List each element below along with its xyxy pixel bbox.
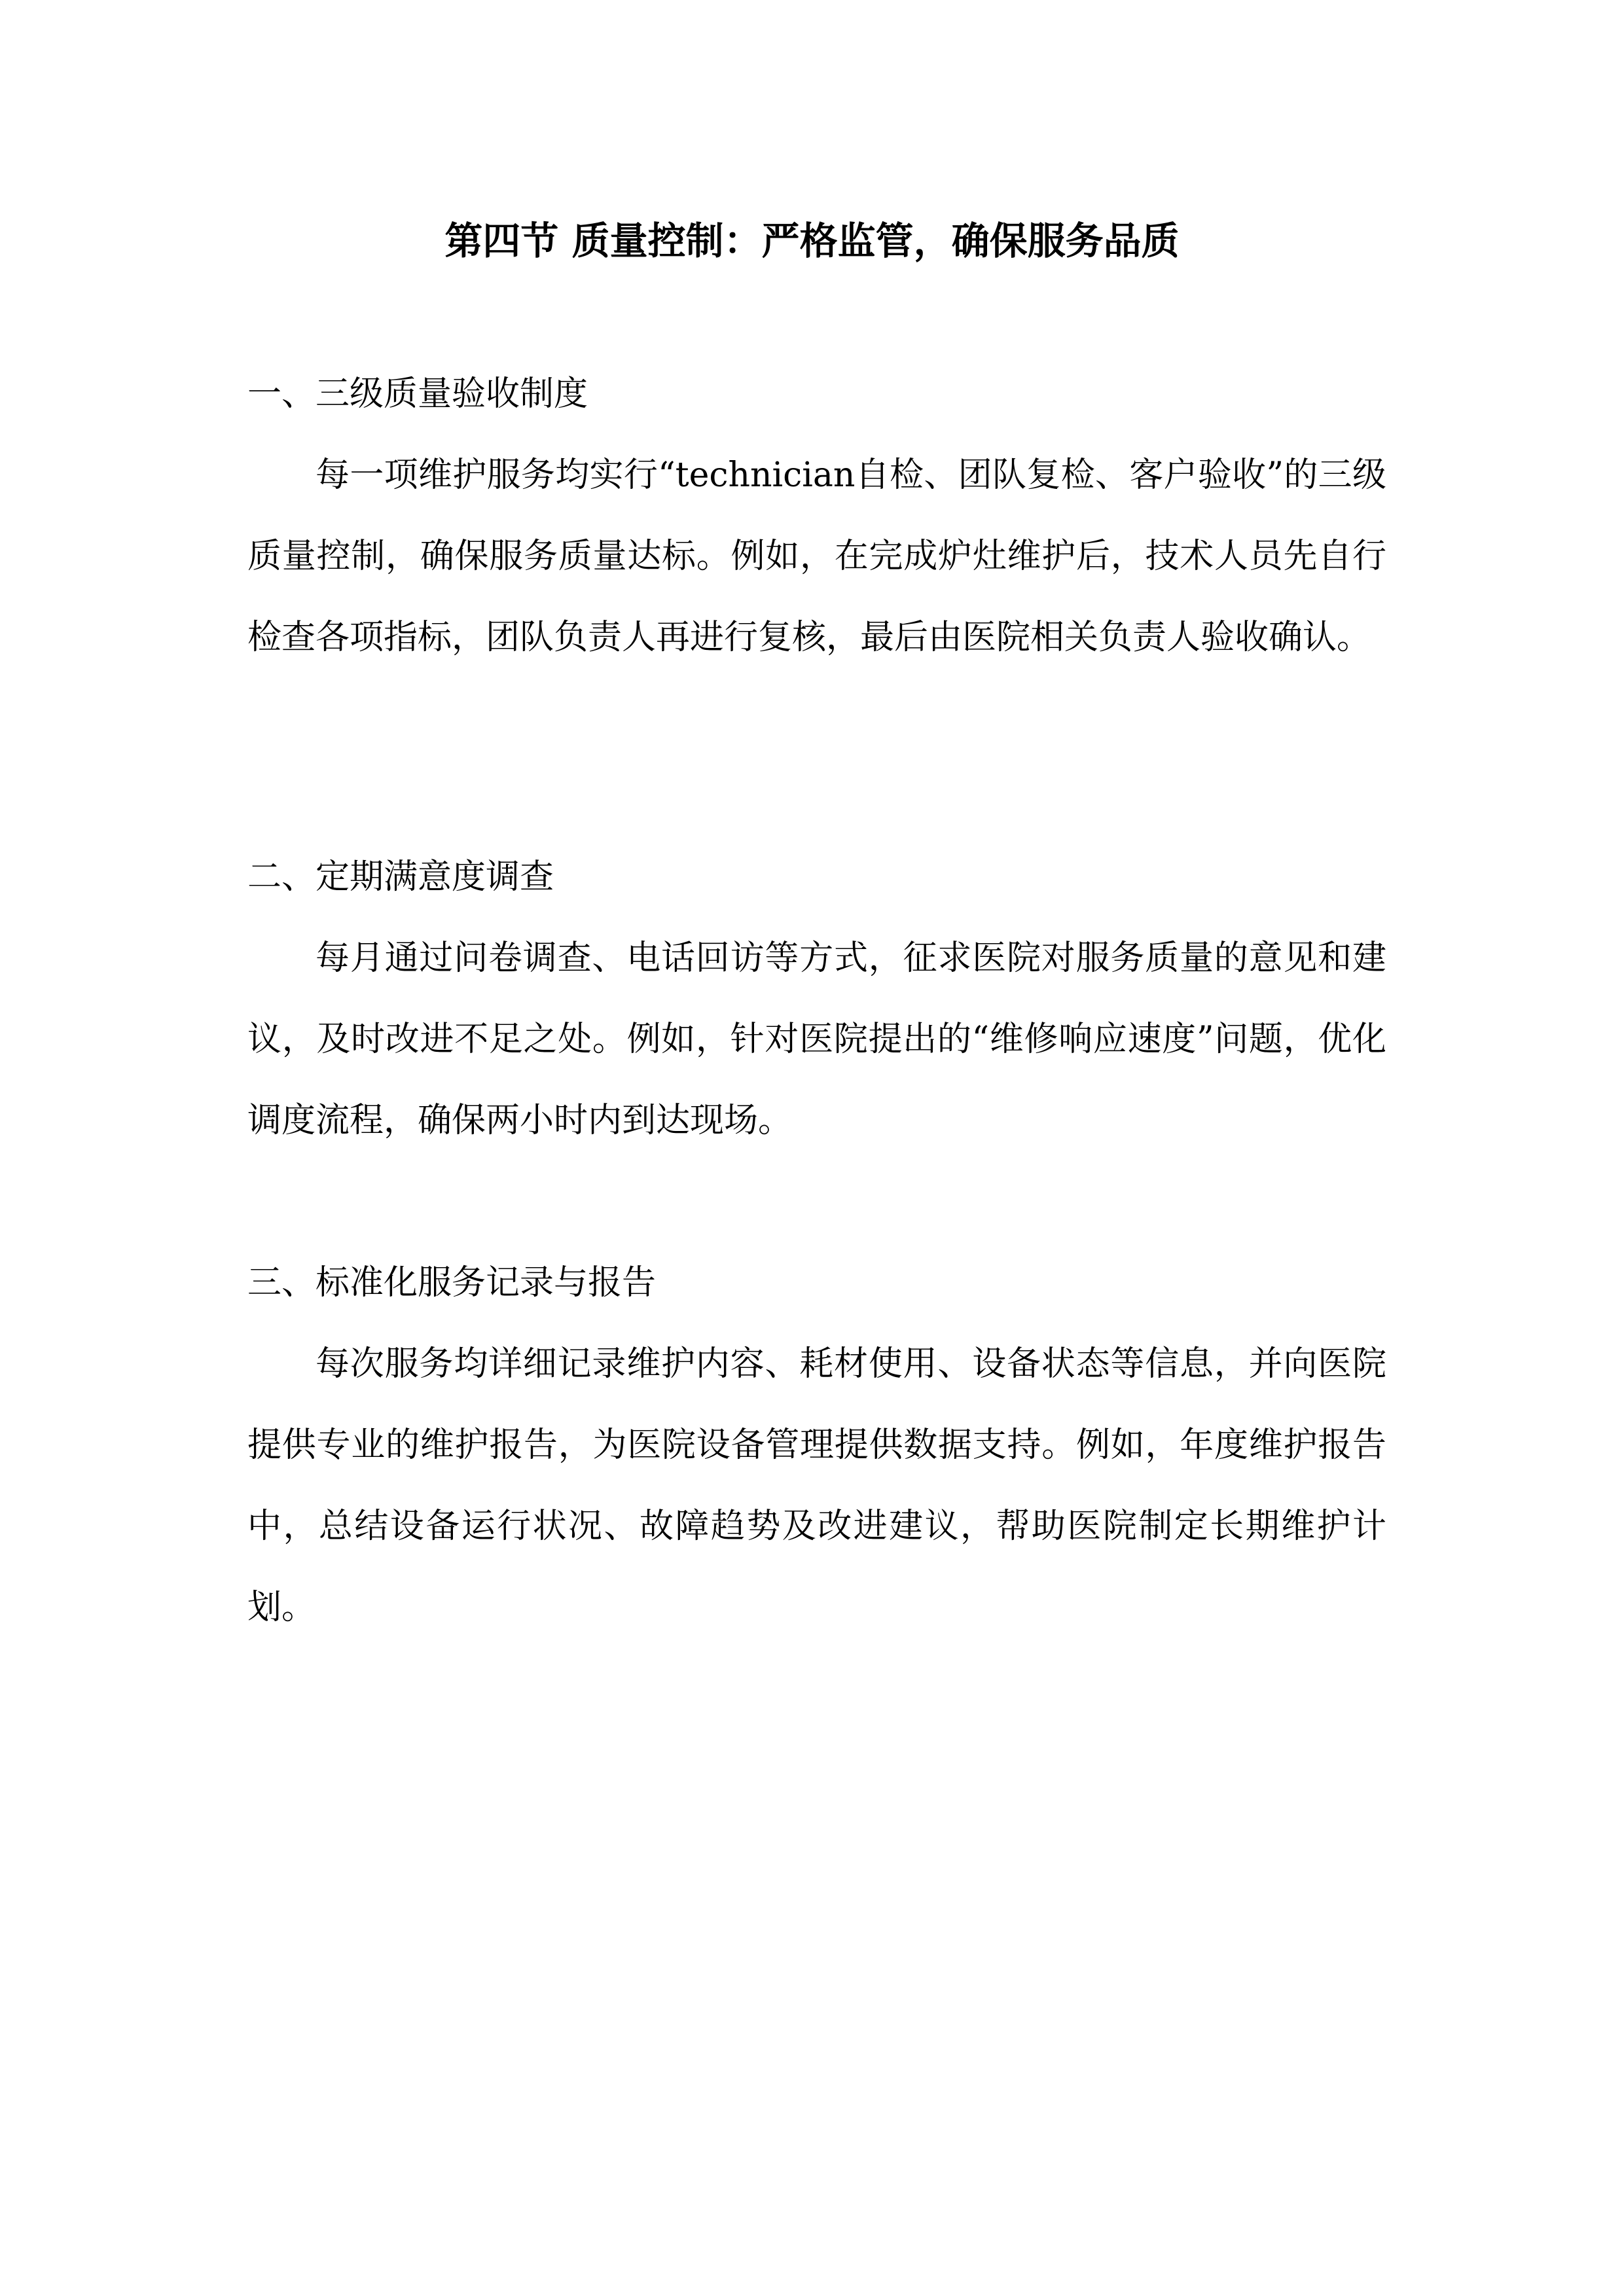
section-paragraph: 每次服务均详细记录维护内容、耗材使用、设备状态等信息，并向医院提供专业的维护报告，为医院设备管理提供数据支持。例如，年度维护报告中，总结设备运行状况、故障趋势及改进建议，帮助医院制定长期维护计划。 xyxy=(247,1344,1386,1627)
section-paragraph: 每月通过问卷调查、电话回访等方式，征求医院对服务质量的意见和建议，及时改进不足之处。例如，针对医院提出的“维修响应速度”问题，优化调度流程，确保两小时内到达现场。 xyxy=(247,939,1386,1140)
section-paragraph: 每一项维护服务均实行“technician自检、团队复检、客户验收”的三级质量控制，确保服务质量达标。例如，在完成炉灶维护后，技术人员先自行检查各项指标，团队负责人再进行复核，最后由医院相关负责人验收确认。 xyxy=(247,456,1386,657)
section-heading: 一、三级质量验收制度 xyxy=(247,374,588,414)
section-quality-acceptance xyxy=(247,353,1386,678)
section-service-records xyxy=(247,1242,1386,1648)
section-satisfaction-survey xyxy=(247,836,1386,1161)
page-title: 第四节 质量控制：严格监管，确保服务品质 xyxy=(444,219,1180,263)
section-heading: 三、标准化服务记录与报告 xyxy=(247,1263,657,1302)
section-heading: 二、定期满意度调查 xyxy=(247,857,554,897)
